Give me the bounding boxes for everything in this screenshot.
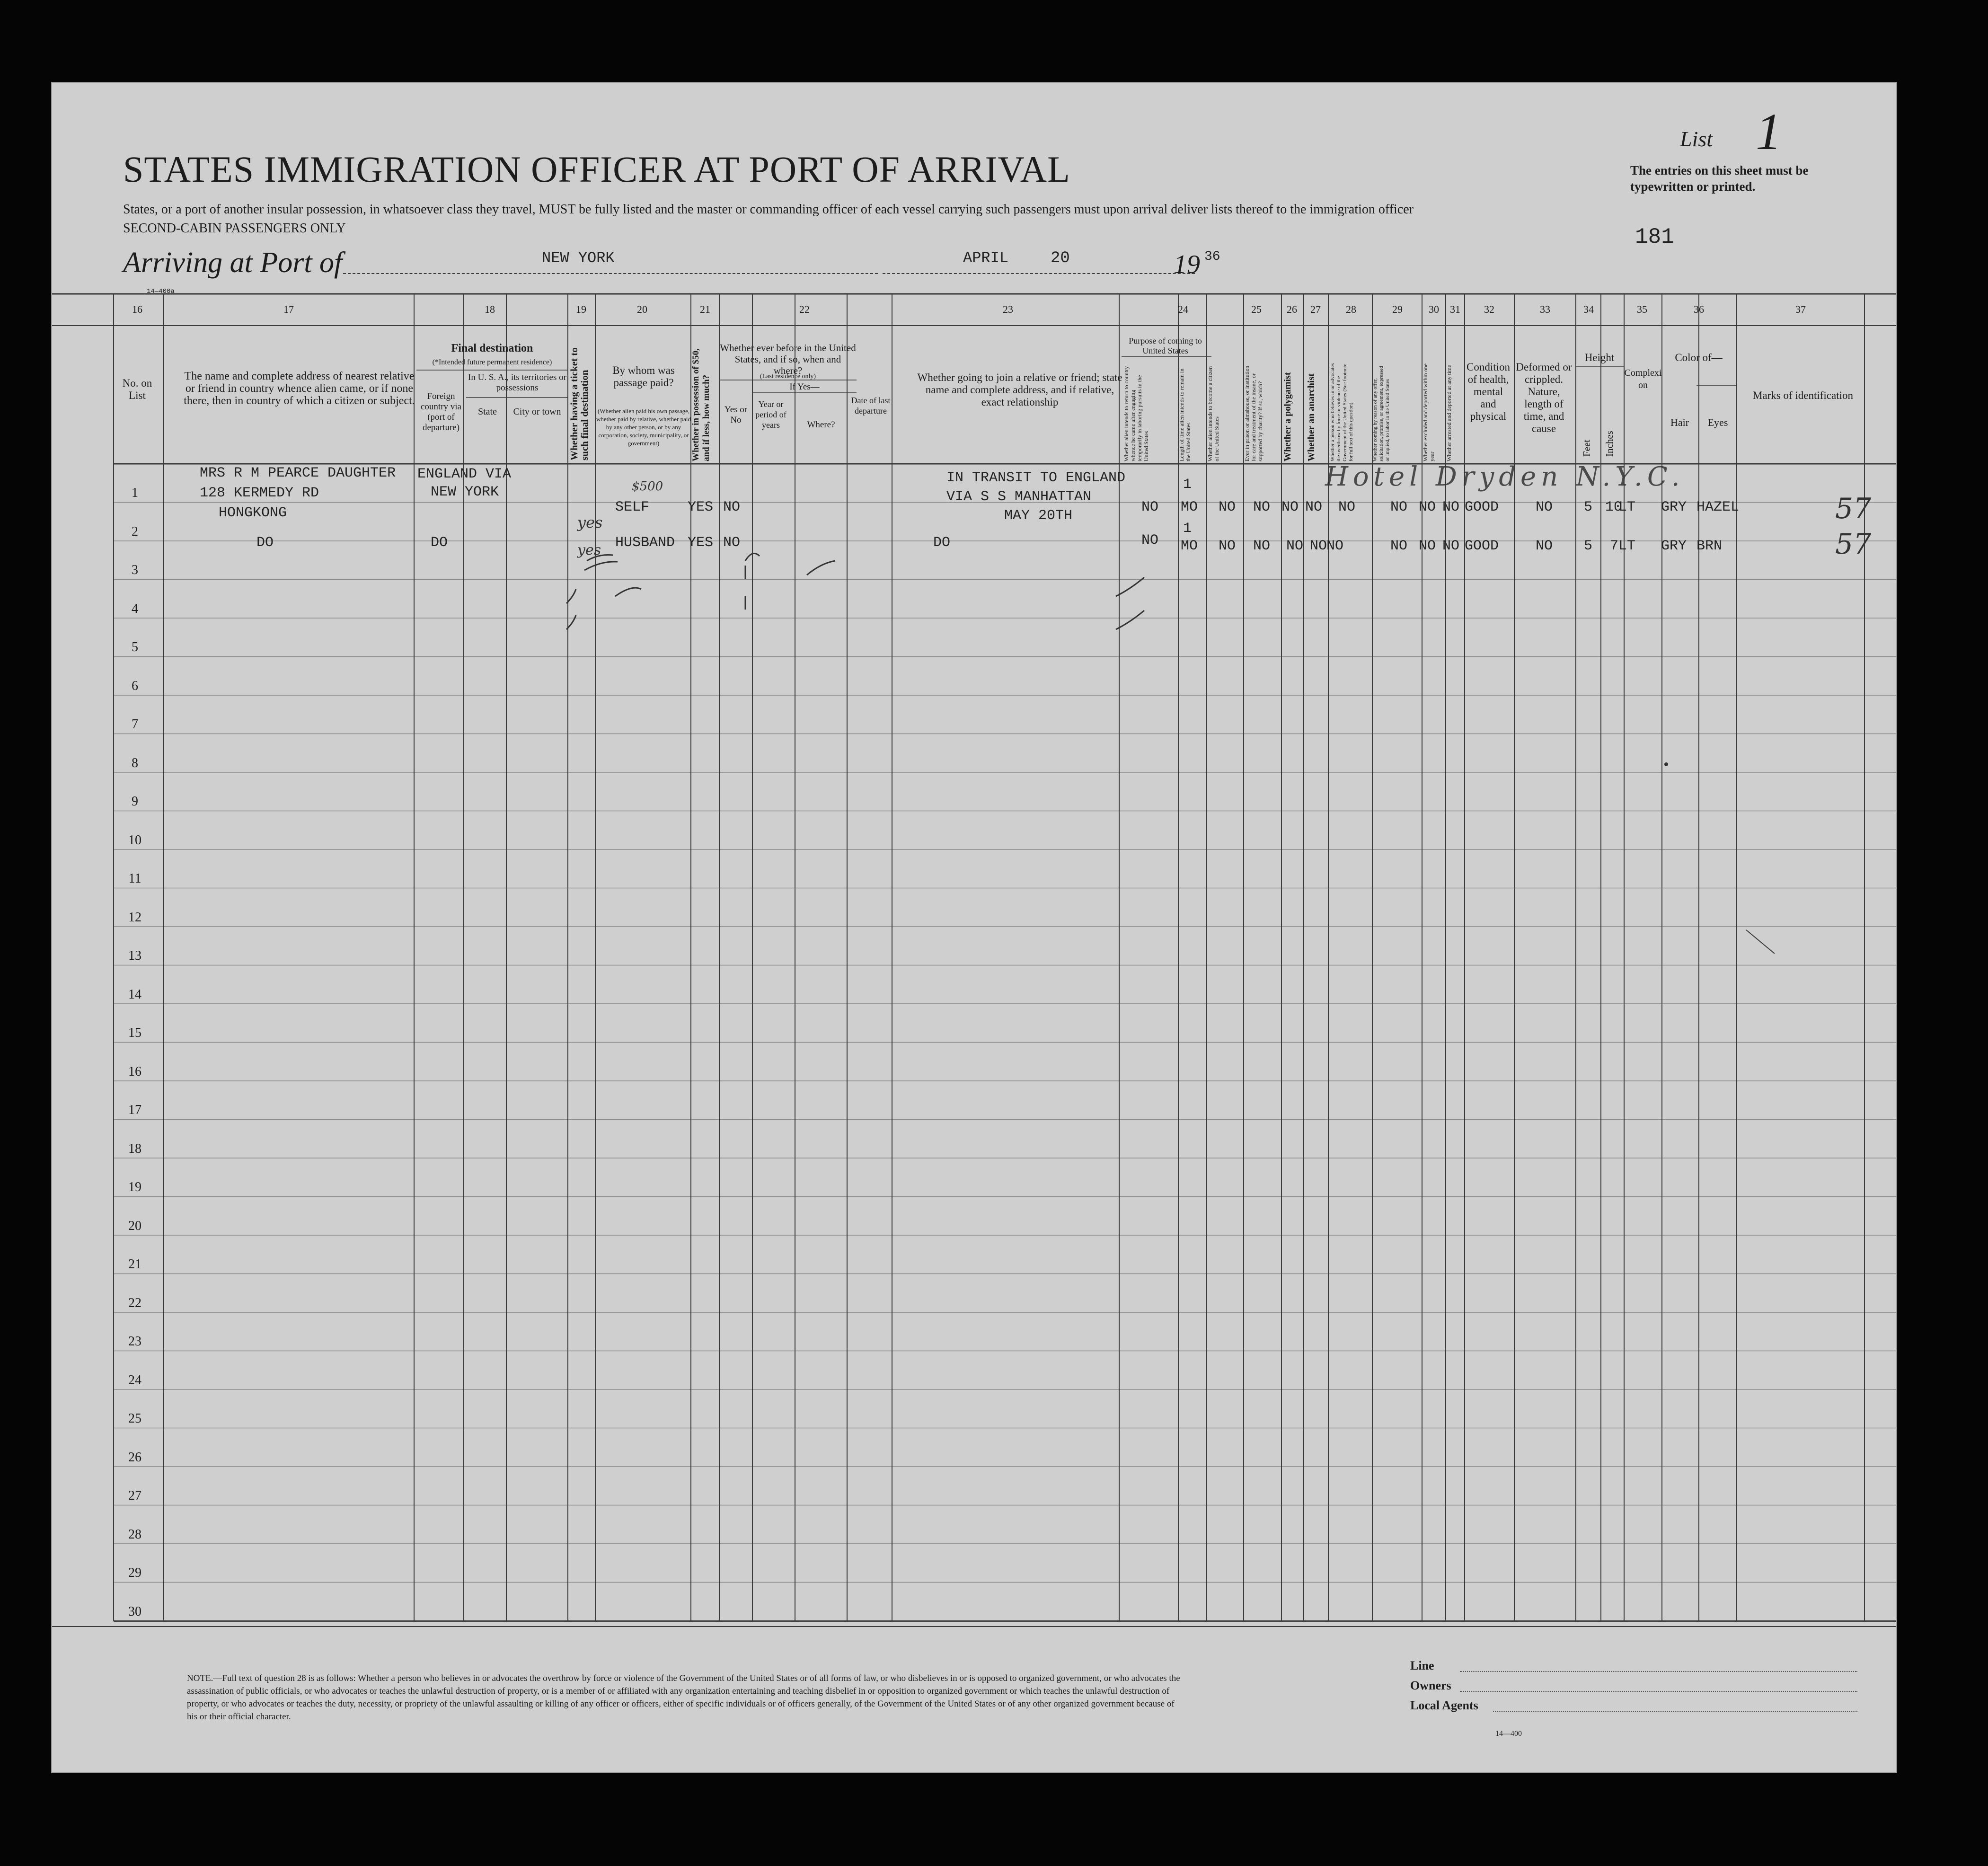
header-city: City or town <box>513 407 561 417</box>
row-number: 10 <box>128 832 141 848</box>
typewritten-note: The entries on this sheet must be typewritten or printed. <box>1630 163 1809 194</box>
header-yes-no: Yes or No <box>724 405 748 425</box>
row2-anarchist: NO <box>1310 538 1327 554</box>
header-final-destination-sub: (*Intended future permanent residence) <box>432 358 552 366</box>
column-number: 31 <box>1450 303 1460 315</box>
local-agents-label: Local Agents <box>1410 1698 1478 1712</box>
row1-complexion: LT <box>1618 499 1636 515</box>
row1-ticket: yes <box>577 513 603 531</box>
column-number: 24 <box>1178 303 1188 315</box>
header-if-yes: If Yes— <box>789 382 820 392</box>
row2-eyes: BRN <box>1696 538 1723 554</box>
header-last-departure: Date of last departure <box>851 396 891 416</box>
footer-form-code: 14—400 <box>1495 1730 1522 1738</box>
row-number: 1 <box>132 486 138 500</box>
row1-hair: GRY <box>1661 499 1687 515</box>
row1-relative-line3: HONGKONG <box>219 505 287 521</box>
header-foreign-country: Foreign country via (port of departure) <box>420 391 461 433</box>
year-prefix: 19 <box>1174 250 1200 279</box>
column-number: 22 <box>799 303 810 315</box>
row2-join: DO <box>933 535 951 551</box>
row-number: 29 <box>128 1565 141 1580</box>
row2-relative: DO <box>256 535 274 551</box>
line-label: Line <box>1410 1659 1434 1672</box>
question-28-footnote: NOTE.—Full text of question 28 is as follows: Whether a person who believes in or advocates the overthrow by force or violence of the Government of the United States or of all forms of law, or who disbelieves in or is opposed to organized government, or who advocates the assassination of public officials, or who advocates or teaches the unlawful destruction of property, or is a member of or affiliated with any organization entertaining and teaching disbelief in or opposition to organized government or which teaches the unlawful destruction of property, or who advocates or teaches the duty, necessity, or propriety of the unlawful assaulting or killing of any officer or officers, either of specific individuals or of officers generally, of the Government of the United States or of any other organized government because of his or their official character. <box>187 1673 1180 1722</box>
header-height: Height <box>1584 352 1615 363</box>
header-complexion: Complexion <box>1624 368 1662 390</box>
row-number: 6 <box>132 678 138 693</box>
column-number: 32 <box>1484 303 1494 315</box>
column-number: 33 <box>1540 303 1550 315</box>
header-joining-relative: Whether going to join a relative or friend; state name and complete address, and if relative, exact relationship <box>917 371 1122 408</box>
row1-anarchist: NO <box>1305 499 1323 515</box>
row1-feet: 5 <box>1584 499 1593 515</box>
header-return-intent: Whether alien intends to return to country whence he came after engaging temporarily in laboring pursuits in the United States <box>1123 366 1149 461</box>
row2-citizen-intent: NO <box>1219 538 1236 554</box>
row2-feet: 5 <box>1584 538 1593 554</box>
column-number: 25 <box>1251 303 1262 315</box>
row1-labor-offer: NO <box>1390 499 1408 515</box>
instructions-text: States, or a port of another insular possession, in whatsoever class they travel, MUST be fully listed and the master or commanding officer of each vessel carrying such passengers must upon arrival deliver lists thereof to the immigration officer <box>123 202 1414 217</box>
row2-margin-note: 57 <box>1835 528 1872 561</box>
row1-before: NO <box>723 499 741 515</box>
header-in-usa: In U. S. A., its territories or possessions <box>468 372 566 393</box>
row1-money-note: $500 <box>632 479 663 494</box>
header-question-28: Whether a person who believes in or advocates the overthrow by force or violence of the Government of the United States (See footnote for full text of this question) <box>1330 363 1354 461</box>
row2-question-28: NO <box>1326 538 1344 554</box>
header-final-destination: Final destination <box>451 342 533 354</box>
row2-foreign-country: DO <box>431 535 448 551</box>
owners-label: Owners <box>1410 1679 1451 1692</box>
port-underline <box>343 273 878 274</box>
header-eyes: Eyes <box>1707 416 1728 428</box>
line-signature-line <box>1460 1671 1857 1672</box>
header-passage-paid-sub: (Whether alien paid his own passage, whether paid by relative, whether paid by any other person, or by any corporation, society, municipality, or government) <box>596 407 691 447</box>
port-value: NEW YORK <box>542 249 615 267</box>
row2-deformed: NO <box>1536 538 1553 554</box>
row2-hair: GRY <box>1661 538 1687 554</box>
header-excluded: Whether excluded and deported within one year <box>1422 363 1435 461</box>
column-number: 35 <box>1637 303 1647 315</box>
arriving-label: Arriving at Port of <box>123 247 343 279</box>
manifest-sheet <box>51 82 1897 1773</box>
row1-relative-line2: 128 KERMEDY RD <box>200 485 319 501</box>
column-number: 34 <box>1583 303 1594 315</box>
header-passage-paid: By whom was passage paid? <box>612 364 675 389</box>
row-number: 21 <box>128 1257 141 1272</box>
row-number: 16 <box>128 1064 141 1079</box>
row1-join-line1: IN TRANSIT TO ENGLAND <box>946 470 1126 486</box>
row2-polygamist: NO <box>1286 538 1304 554</box>
row1-prison: NO <box>1253 499 1271 515</box>
row-number: 7 <box>132 717 138 732</box>
date-underline <box>883 273 1195 274</box>
row1-question-28: NO <box>1338 499 1356 515</box>
day-value: 20 <box>1051 249 1070 267</box>
column-number: 29 <box>1392 303 1403 315</box>
column-number: 37 <box>1795 303 1806 315</box>
header-purpose: Purpose of coming to United States <box>1129 336 1202 355</box>
row-number: 26 <box>128 1450 141 1465</box>
row2-fifty: YES <box>688 535 714 551</box>
header-hair: Hair <box>1670 416 1689 428</box>
row-number: 27 <box>128 1488 141 1503</box>
row2-excluded: NO <box>1419 538 1436 554</box>
header-period: Year or period of years <box>755 399 786 430</box>
row1-return-intent: NO <box>1141 499 1159 515</box>
row1-citizen-intent: NO <box>1219 499 1236 515</box>
row1-inches: 10 <box>1605 499 1623 515</box>
row-number: 24 <box>128 1372 141 1388</box>
row1-join-line2: VIA S S MANHATTAN <box>946 489 1092 505</box>
row-number: 22 <box>128 1295 141 1310</box>
row-number: 17 <box>128 1103 141 1117</box>
header-feet: Feet <box>1581 439 1592 457</box>
column-number: 36 <box>1694 303 1704 315</box>
column-number: 18 <box>485 303 495 315</box>
header-arrested: Whether arrested and deported at any time <box>1446 365 1452 461</box>
header-labor-offer: Whether coming by reason of any offer, solicitation, promise, or agreement, expressed or implied, to labor in the United States <box>1372 366 1390 461</box>
page-number: 181 <box>1635 225 1674 249</box>
header-fifty-dollars: Whether in possession of $50, and if less, how much? <box>691 348 711 461</box>
row-number: 3 <box>132 563 138 577</box>
row-number: 23 <box>128 1334 141 1349</box>
header-length-of-stay: Length of time alien intends to remain in the United States <box>1178 368 1192 461</box>
row-number: 11 <box>128 871 141 886</box>
row-number: 5 <box>132 640 138 654</box>
column-number: 26 <box>1287 303 1297 315</box>
row-number: 15 <box>128 1026 141 1040</box>
row1-foreign-port: NEW YORK <box>431 484 499 500</box>
header-citizen-intent: Whether alien intends to become a citizen of the United States <box>1207 366 1220 461</box>
header-anarchist: Whether an anarchist <box>1306 373 1316 461</box>
column-number: 20 <box>637 303 647 315</box>
row-number: 30 <box>128 1604 141 1619</box>
row2-before: NO <box>723 535 741 551</box>
row2-stay-unit: MO <box>1181 538 1198 554</box>
list-number: 1 <box>1756 103 1782 160</box>
column-number: 21 <box>700 303 710 315</box>
row1-arrested: NO <box>1442 499 1460 515</box>
row2-inches: 7 <box>1610 538 1619 554</box>
column-number: 17 <box>283 303 294 315</box>
year-suffix: 36 <box>1204 249 1220 264</box>
row2-return-intent: NO <box>1141 532 1159 548</box>
column-number: 28 <box>1346 303 1356 315</box>
cabin-class-label: SECOND-CABIN PASSENGERS ONLY <box>123 221 346 236</box>
header-polygamist: Whether a polygamist <box>1282 372 1293 461</box>
header-before-in-us: Whether ever before in the United States, and if so, when and where? <box>720 342 856 376</box>
row2-arrested: NO <box>1442 538 1460 554</box>
row1-deformed: NO <box>1536 499 1553 515</box>
row1-fifty: YES <box>688 499 714 515</box>
row-number: 19 <box>128 1180 141 1194</box>
column-number: 19 <box>576 303 586 315</box>
row1-relative-line1: MRS R M PEARCE DAUGHTER <box>200 465 396 481</box>
row-number: 28 <box>128 1527 141 1542</box>
agents-signature-line <box>1493 1711 1857 1712</box>
column-number: 30 <box>1429 303 1439 315</box>
header-prison: Ever in prison or almshouse, or institution for care and treatment of the insane, or supported by charity? If so, which? <box>1244 365 1263 461</box>
month-value: APRIL <box>963 249 1009 267</box>
row1-margin-note: 57 <box>1835 492 1872 525</box>
row-number: 20 <box>128 1218 141 1233</box>
row1-paid-by: SELF <box>615 499 650 515</box>
header-color: Color of— <box>1675 352 1723 363</box>
header-ticket: Whether having a ticket to such final destination <box>568 347 590 460</box>
header-identification: Marks of identification <box>1752 389 1854 401</box>
header-health: Condition of health, mental and physical <box>1466 361 1510 422</box>
row1-eyes: HAZEL <box>1696 499 1740 515</box>
row-number: 18 <box>128 1141 141 1156</box>
row-number: 25 <box>128 1411 141 1426</box>
column-number: 27 <box>1310 303 1321 315</box>
handwritten-address-annotation: Hotel Dryden N.Y.C. <box>1325 461 1685 492</box>
row2-paid-by: HUSBAND <box>615 535 675 551</box>
row1-excluded: NO <box>1419 499 1436 515</box>
row1-health: GOOD <box>1465 499 1499 515</box>
row-number: 2 <box>132 524 138 539</box>
owners-signature-line <box>1460 1691 1857 1692</box>
row-number: 13 <box>128 948 141 963</box>
header-list-number: No. on List <box>122 377 152 401</box>
row2-prison: NO <box>1253 538 1271 554</box>
row1-polygamist: NO <box>1281 499 1299 515</box>
row-number: 8 <box>132 755 138 770</box>
table-grid <box>52 83 1896 1772</box>
header-where: Where? <box>807 420 835 430</box>
column-number: 23 <box>1003 303 1013 315</box>
list-label: List <box>1680 127 1713 151</box>
column-number: 16 <box>132 303 142 315</box>
row-number: 14 <box>128 987 141 1002</box>
row2-health: GOOD <box>1465 538 1499 554</box>
row2-ticket: yes <box>577 542 601 558</box>
header-nearest-relative: The name and complete address of nearest relative or friend in country whence alien came, or if none there, then in country of which a citizen or subject. <box>184 370 415 407</box>
row2-labor-offer: NO <box>1390 538 1408 554</box>
row2-stay-count: 1 <box>1183 521 1192 537</box>
row-number: 9 <box>132 794 138 809</box>
header-deformed: Deformed or crippled. Nature, length of time, and cause <box>1516 361 1572 434</box>
row1-stay-count: 1 <box>1183 477 1192 493</box>
row1-foreign-country: ENGLAND VIA <box>417 466 512 482</box>
form-code: 14—400a <box>147 288 175 295</box>
header-before-in-us-sub: (Last residence only) <box>760 373 816 380</box>
header-state: State <box>478 407 497 417</box>
row-number: 12 <box>128 910 141 925</box>
page-title: STATES IMMIGRATION OFFICER AT PORT OF ARRIVAL <box>123 149 1070 190</box>
row1-join-line3: MAY 20TH <box>1004 508 1073 524</box>
row-number: 4 <box>132 601 138 616</box>
header-inches: Inches <box>1604 431 1615 457</box>
row1-stay-unit: MO <box>1181 499 1198 515</box>
row2-complexion: LT <box>1618 538 1636 554</box>
